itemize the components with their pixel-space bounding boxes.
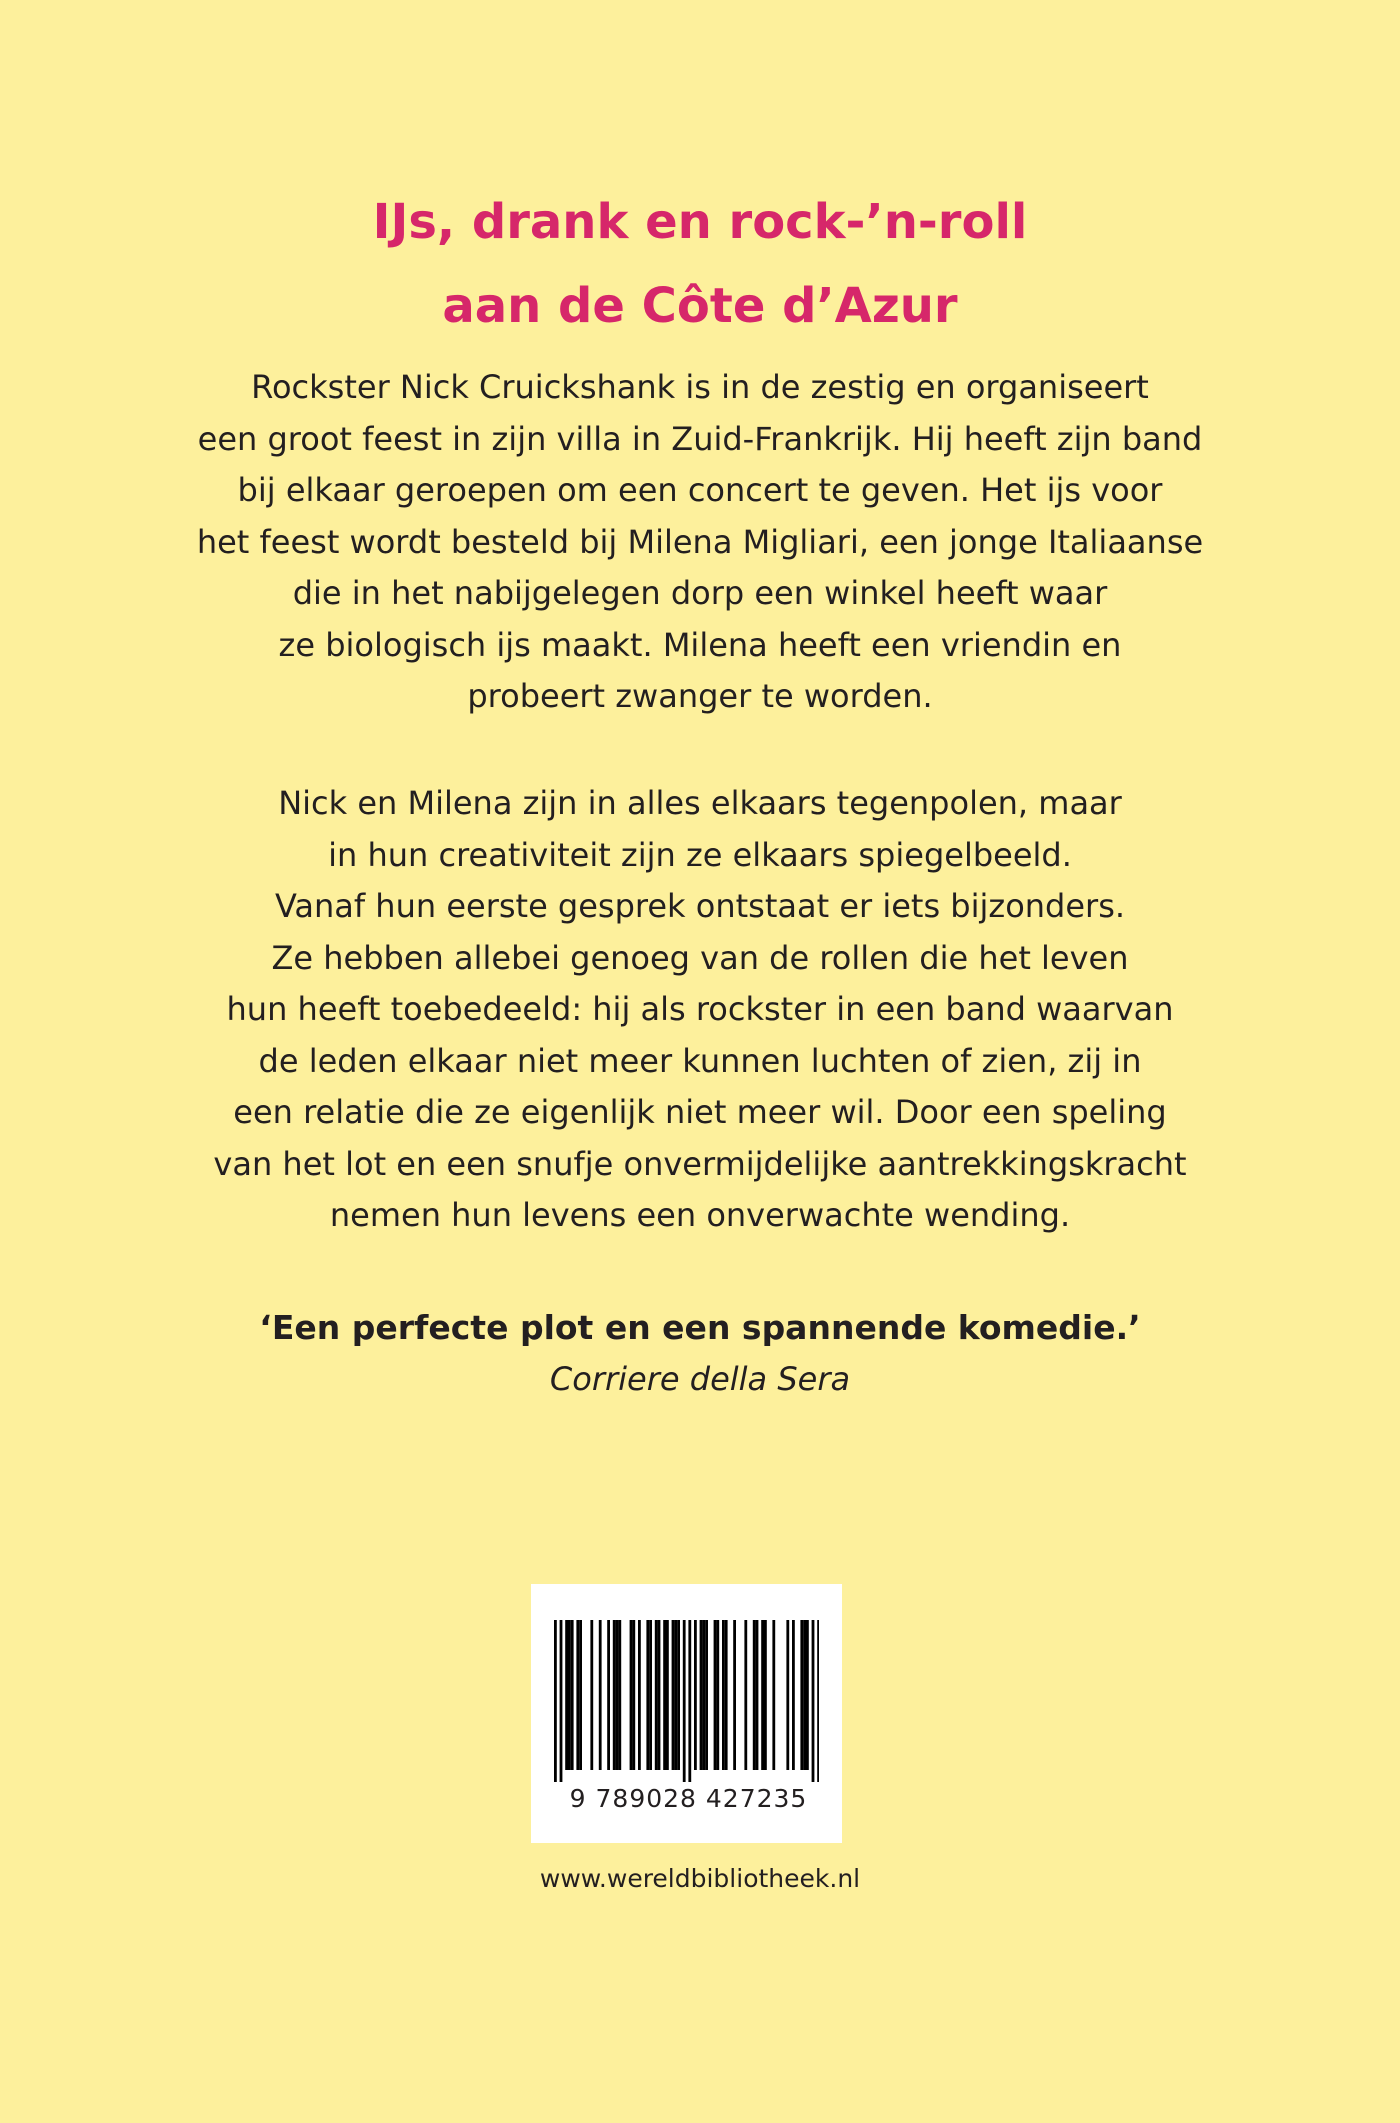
barcode-bar — [688, 1620, 691, 1782]
barcode-bar — [630, 1620, 633, 1770]
barcode-bar — [764, 1620, 767, 1770]
barcode-bar — [638, 1620, 641, 1770]
barcode-bar — [655, 1620, 658, 1770]
barcode-bar — [702, 1620, 705, 1770]
blurb-line: een relatie die ze eigenlijk niet meer wil. Door een speling — [233, 1093, 1167, 1131]
review-quote: ‘Een perfecte plot en een spannende komedie.’ — [259, 1308, 1141, 1347]
barcode-bar — [725, 1620, 728, 1770]
barcode-bar — [786, 1620, 789, 1770]
barcode-bar — [800, 1620, 803, 1770]
barcode-bar — [756, 1620, 759, 1770]
barcode-bar — [733, 1620, 736, 1770]
barcode-bar — [716, 1620, 719, 1770]
barcode-bar — [677, 1620, 680, 1770]
barcode-bar — [817, 1620, 819, 1782]
barcode-bar — [772, 1620, 775, 1770]
barcode-bar — [571, 1620, 574, 1770]
blurb-line: probeert zwanger te worden. — [467, 677, 933, 715]
headline-line: aan de Côte d’Azur — [442, 278, 958, 334]
blurb-line: die in het nabijgelegen dorp een winkel heeft waar — [292, 574, 1108, 612]
barcode-bar — [590, 1620, 593, 1770]
barcode-bar — [554, 1620, 557, 1782]
barcode-bar — [683, 1620, 686, 1782]
barcode-bar — [568, 1620, 571, 1770]
barcode-bar — [694, 1620, 697, 1770]
blurb-paragraph-1 — [0, 362, 1400, 723]
barcode — [531, 1584, 842, 1843]
barcode-bar — [576, 1620, 579, 1770]
website-url: www.wereldbibliotheek.nl — [539, 1864, 861, 1893]
headline-line: IJs, drank en rock-’n-roll — [372, 194, 1028, 250]
barcode-bar — [658, 1620, 661, 1770]
isbn-digits: 9 789028 427235 — [569, 1784, 808, 1813]
barcode-bar — [560, 1620, 563, 1782]
blurb-line: ze biologisch ijs maakt. Milena heeft een vriendin en — [278, 625, 1122, 664]
barcode-bar — [618, 1620, 621, 1770]
barcode-bar — [700, 1620, 703, 1770]
blurb-line: hun heeft toebedeeld: hij als rockster in een band waarvan — [226, 990, 1174, 1028]
barcode-bar — [806, 1620, 809, 1770]
barcode-bar — [565, 1620, 568, 1770]
barcode-bar — [607, 1620, 610, 1770]
blurb-line: in hun creativiteit zijn ze elkaars spiegelbeeld. — [328, 835, 1072, 874]
barcode-bar — [803, 1620, 806, 1770]
barcode-bars — [554, 1620, 819, 1782]
blurb-line: Rockster Nick Cruickshank is in de zestig en organiseert — [251, 368, 1149, 406]
blurb-line: het feest wordt besteld bij Milena Migliari, een jonge Italiaanse — [196, 522, 1204, 561]
barcode-bar — [672, 1620, 675, 1770]
barcode-bar — [705, 1620, 708, 1770]
barcode-bar — [761, 1620, 764, 1770]
barcode-bar — [714, 1620, 717, 1770]
barcode-bar — [666, 1620, 669, 1770]
barcode-bar — [646, 1620, 649, 1770]
barcode-bar — [613, 1620, 616, 1770]
blurb-line: Vanaf hun eerste gesprek ontstaat er iets bijzonders. — [274, 887, 1126, 925]
barcode-bar — [812, 1620, 815, 1782]
blurb-line: bij elkaar geroepen om een concert te geven. Het ijs voor — [237, 471, 1163, 509]
barcode-bar — [663, 1620, 666, 1770]
barcode-bar — [674, 1620, 677, 1770]
headline — [0, 180, 1400, 348]
blurb-line: van het lot en een snufje onvermijdelijke aantrekkingskracht — [213, 1144, 1187, 1183]
barcode-bar — [753, 1620, 756, 1770]
barcode-bar — [722, 1620, 725, 1770]
barcode-bar — [632, 1620, 635, 1770]
barcode-bar — [579, 1620, 582, 1770]
blurb-line: Nick en Milena zijn in alles elkaars tegenpolen, maar — [278, 784, 1122, 822]
blurb-line: een groot feest in zijn villa in Zuid-Frankrijk. Hij heeft zijn band — [197, 419, 1203, 458]
blurb-paragraph-2 — [0, 778, 1400, 1242]
review-source: Corriere della Sera — [549, 1360, 851, 1398]
blurb-line: de leden elkaar niet meer kunnen luchten of zien, zij in — [258, 1041, 1142, 1080]
barcode-bar — [616, 1620, 619, 1770]
barcode-bar — [649, 1620, 652, 1770]
barcode-bar — [792, 1620, 795, 1770]
barcode-bar — [744, 1620, 747, 1770]
blurb-line: Ze hebben allebei genoeg van de rollen die het leven — [271, 938, 1129, 977]
barcode-bar — [599, 1620, 602, 1770]
blurb-line: nemen hun levens een onverwachte wending. — [329, 1196, 1071, 1234]
